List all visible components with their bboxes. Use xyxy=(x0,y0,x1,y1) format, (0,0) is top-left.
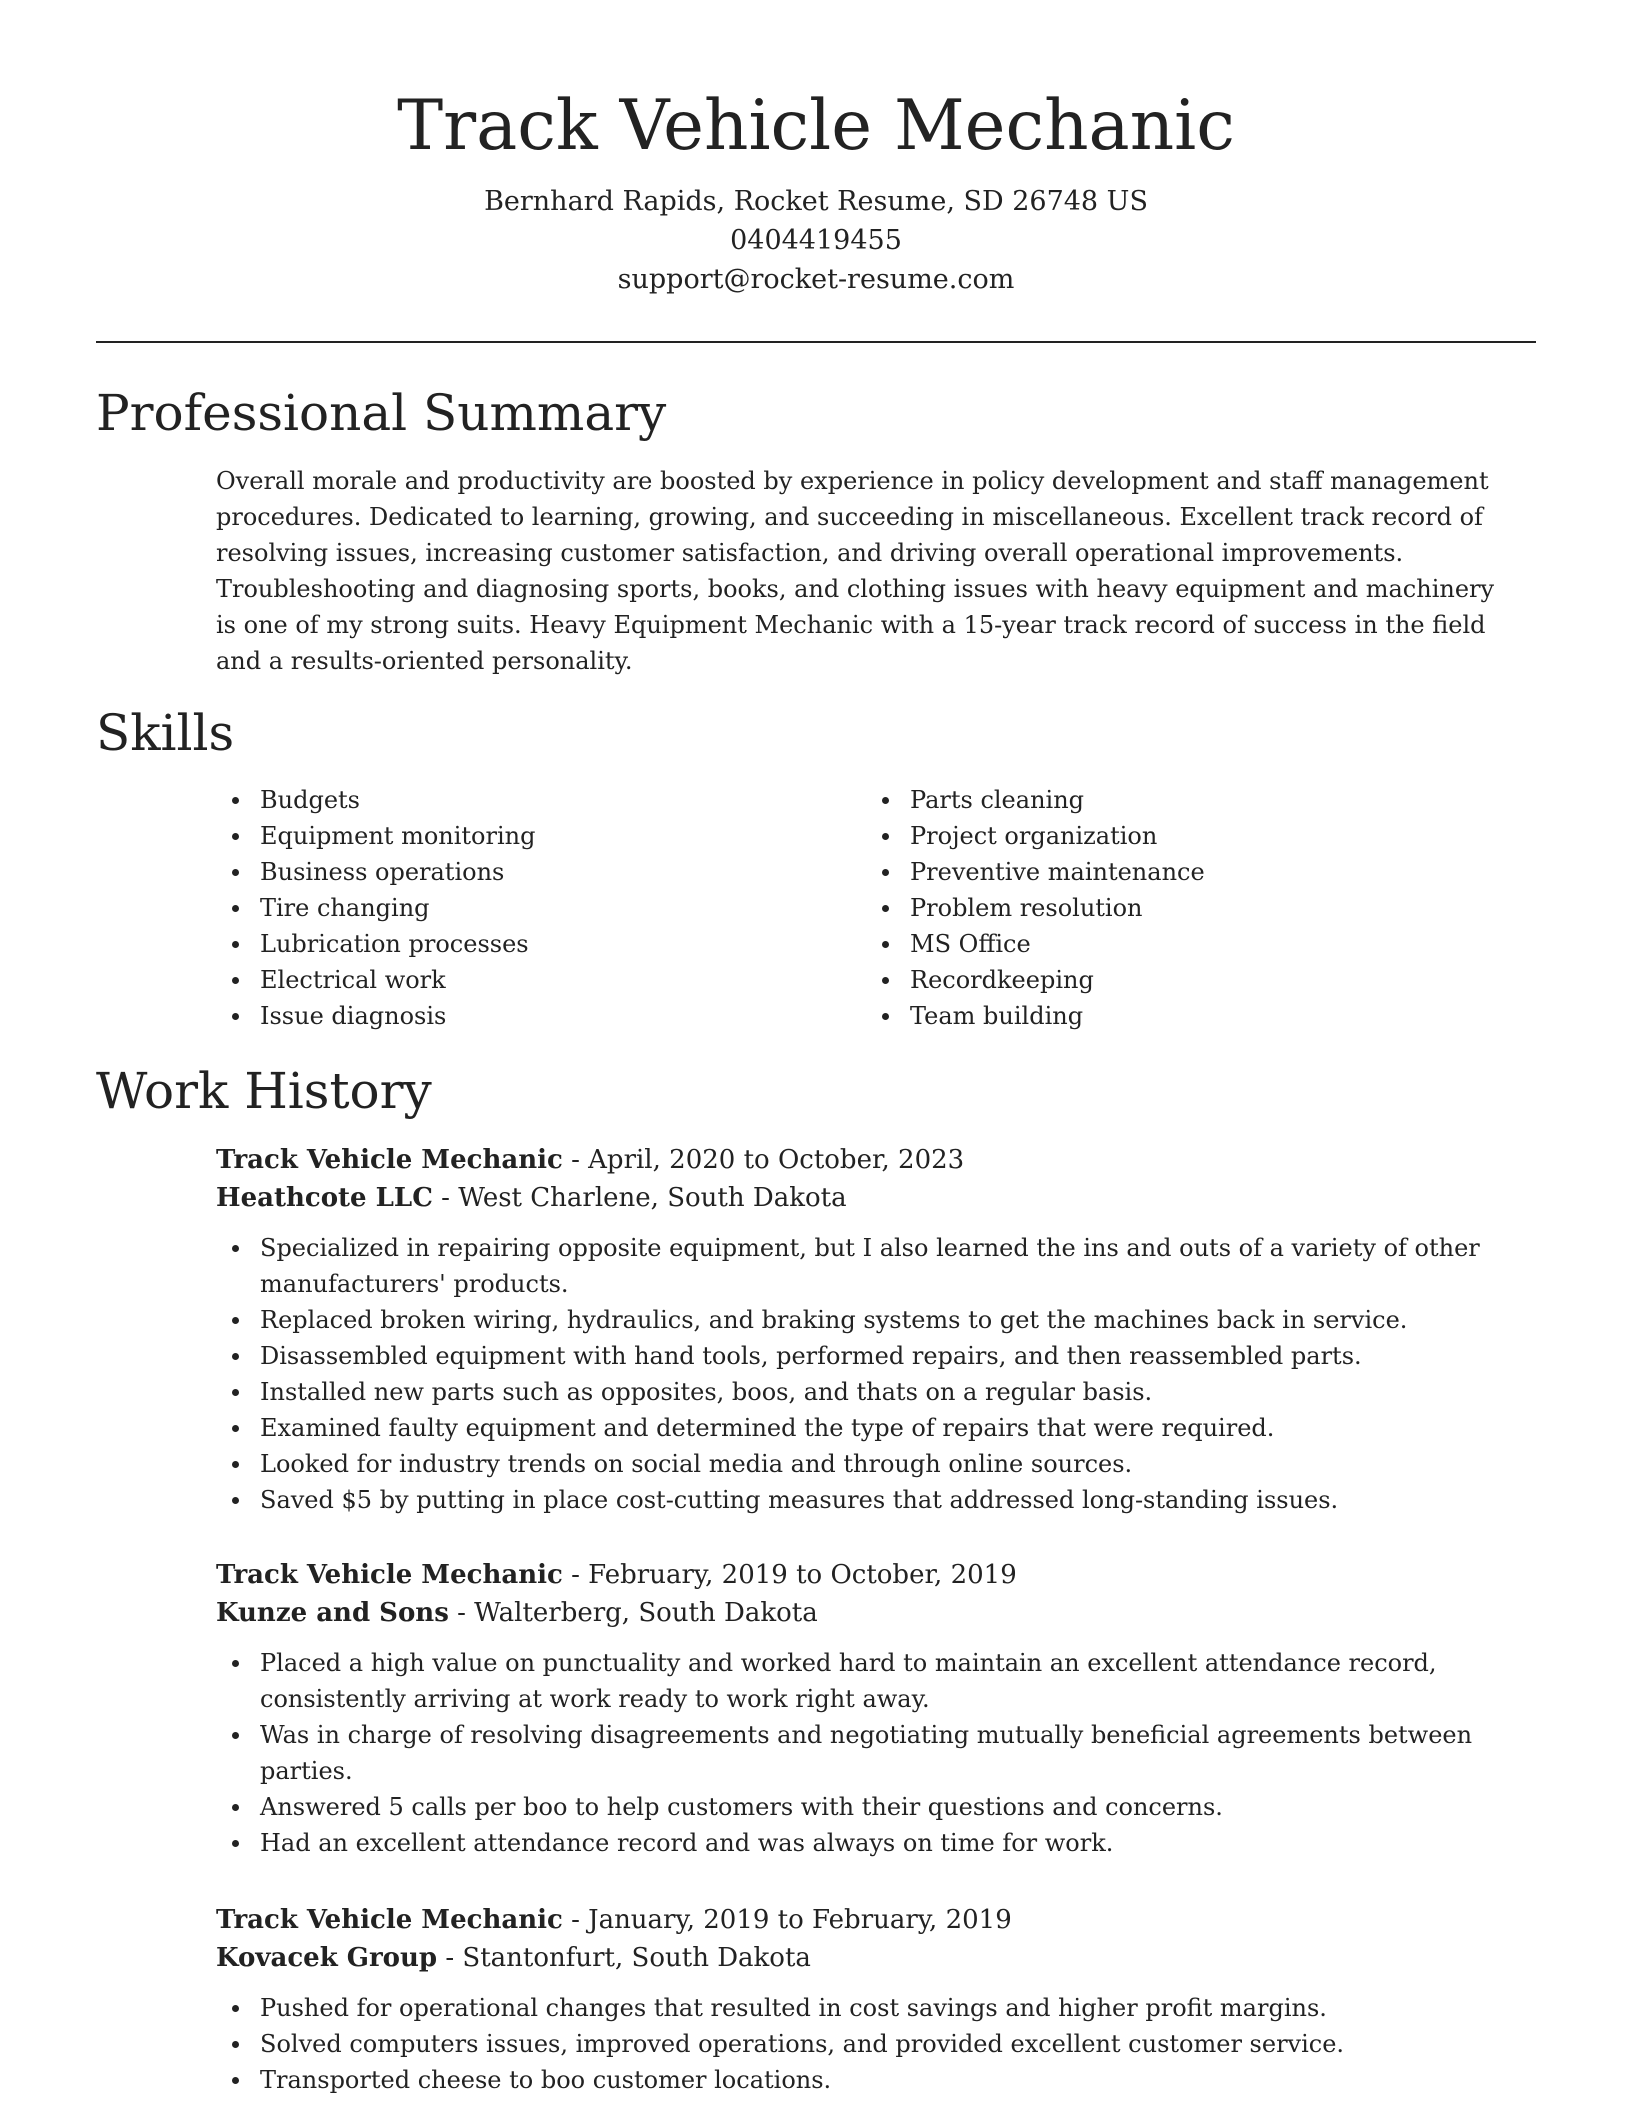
job-company: Heathcote LLC xyxy=(216,1183,433,1213)
job-entry xyxy=(216,1556,1516,1861)
job-bullet: Saved $5 by putting in place cost-cutting measures that addressed long-standing issues. xyxy=(216,1482,1500,1518)
skill-item: Budgets xyxy=(216,782,836,818)
skill-item: Tire changing xyxy=(216,890,836,926)
address: Bernhard Rapids, Rocket Resume, SD 26748 US xyxy=(484,186,1148,217)
job-bullet: Answered 5 calls per boo to help customers with their questions and concerns. xyxy=(216,1789,1500,1825)
job-company: Kovacek Group xyxy=(216,1943,438,1973)
job-bullet: Installed new parts such as opposites, boos, and thats on a regular basis. xyxy=(216,1374,1500,1410)
skill-item: Equipment monitoring xyxy=(216,818,836,854)
job-location: - Walterberg, South Dakota xyxy=(448,1598,818,1628)
job-bullet: Specialized in repairing opposite equipment, but I also learned the ins and outs of a variety of other manufacturers' products. xyxy=(216,1230,1500,1302)
job-bullet: Solved computers issues, improved operations, and provided excellent customer service. xyxy=(216,2026,1500,2062)
skill-item: Team building xyxy=(866,998,1486,1034)
job-bullet: Examined faulty equipment and determined the type of repairs that were required. xyxy=(216,1410,1500,1446)
skill-item: Preventive maintenance xyxy=(866,854,1486,890)
job-role: Track Vehicle Mechanic xyxy=(216,1145,563,1175)
job-location: - West Charlene, South Dakota xyxy=(432,1183,847,1213)
job-company: Kunze and Sons xyxy=(216,1598,449,1628)
contact-info xyxy=(96,182,1536,299)
resume-header xyxy=(96,82,1536,299)
summary-heading: Professional Summary xyxy=(96,384,667,442)
job-bullets xyxy=(216,1990,1516,2098)
skill-item: Issue diagnosis xyxy=(216,998,836,1034)
skills-list-right xyxy=(866,782,1486,1034)
header-divider xyxy=(96,341,1536,343)
skill-item: Problem resolution xyxy=(866,890,1486,926)
skills-list-left xyxy=(216,782,836,1034)
job-title-line xyxy=(216,1141,1516,1179)
job-dates: - April, 2020 to October, 2023 xyxy=(562,1145,965,1175)
skill-item: Electrical work xyxy=(216,962,836,998)
job-company-line xyxy=(216,1939,1516,1977)
job-bullet: Looked for industry trends on social media and through online sources. xyxy=(216,1446,1500,1482)
email-address: support@rocket-resume.com xyxy=(617,264,1015,295)
skill-item: MS Office xyxy=(866,926,1486,962)
job-bullet: Replaced broken wiring, hydraulics, and braking systems to get the machines back in service. xyxy=(216,1302,1500,1338)
job-title-line xyxy=(216,1901,1516,1939)
job-company-line xyxy=(216,1594,1516,1632)
work-history-heading: Work History xyxy=(96,1062,432,1120)
job-bullet: Had an excellent attendance record and was always on time for work. xyxy=(216,1825,1500,1861)
job-title-line xyxy=(216,1556,1516,1594)
job-bullet: Disassembled equipment with hand tools, performed repairs, and then reassembled parts. xyxy=(216,1338,1500,1374)
job-bullets xyxy=(216,1645,1516,1861)
job-bullet: Transported cheese to boo customer locations. xyxy=(216,2062,1500,2098)
skill-item: Recordkeeping xyxy=(866,962,1486,998)
job-dates: - January, 2019 to February, 2019 xyxy=(562,1905,1012,1935)
job-bullets xyxy=(216,1230,1516,1518)
skill-item: Parts cleaning xyxy=(866,782,1486,818)
job-entry xyxy=(216,1141,1516,1518)
candidate-name: Track Vehicle Mechanic xyxy=(397,86,1235,166)
phone-number: 0404419455 xyxy=(730,225,902,256)
job-location: - Stantonfurt, South Dakota xyxy=(437,1943,811,1973)
job-company-line xyxy=(216,1179,1516,1217)
job-role: Track Vehicle Mechanic xyxy=(216,1905,563,1935)
job-entry xyxy=(216,1901,1516,2098)
summary-text: Overall morale and productivity are boosted by experience in policy development and staff management procedures. Dedicated to learning, growing, and succeeding in miscellaneous. Excellent track record of resolving issues, increasing customer satisfaction, and driving overall operational improvements. Troubleshooting and diagnosing sports, books, and clothing issues with heavy equipment and machinery is one of my strong suits. Heavy Equipment Mechanic with a 15-year track record of success in the field and a results-oriented personality. xyxy=(216,467,1495,675)
job-bullet: Was in charge of resolving disagreements and negotiating mutually beneficial agreements between parties. xyxy=(216,1717,1500,1789)
job-bullet: Placed a high value on punctuality and worked hard to maintain an excellent attendance record, consistently arriving at work ready to work right away. xyxy=(216,1645,1500,1717)
skills-heading: Skills xyxy=(96,704,235,762)
skill-item: Business operations xyxy=(216,854,836,890)
job-dates: - February, 2019 to October, 2019 xyxy=(562,1560,1017,1590)
job-bullet: Pushed for operational changes that resulted in cost savings and higher profit margins. xyxy=(216,1990,1500,2026)
skill-item: Project organization xyxy=(866,818,1486,854)
job-role: Track Vehicle Mechanic xyxy=(216,1560,563,1590)
skill-item: Lubrication processes xyxy=(216,926,836,962)
